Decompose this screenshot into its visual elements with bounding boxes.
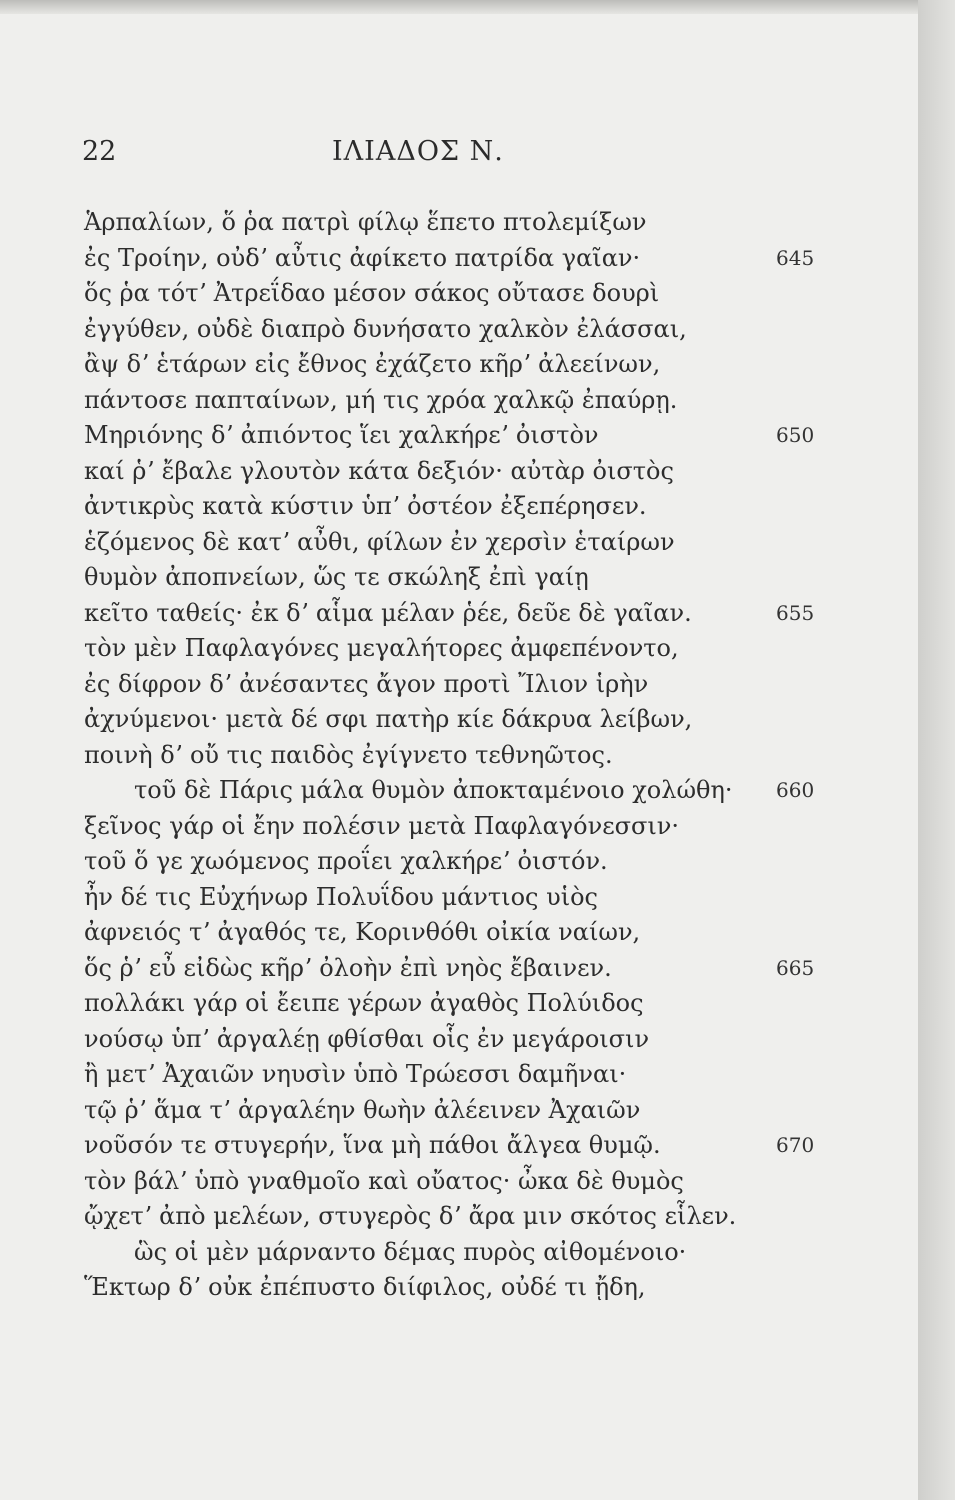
running-title: ΙΛΙΑΔΟΣ Ν. (332, 136, 504, 167)
verse-line (84, 276, 884, 312)
verse-text: νοῦσόν τε στυγερήν, ἵνα μὴ πάθοι ἄλγεα θυμῷ. (84, 1131, 661, 1159)
verse-line (84, 951, 884, 987)
verse-line (84, 880, 884, 916)
book-spine-shadow (918, 0, 955, 1500)
verse-text: ὅς ῥʼ εὖ εἰδὼς κῆρʼ ὀλοὴν ἐπὶ νηὸς ἔβαινεν. (84, 953, 612, 982)
verse-text: ᾤχετʼ ἀπὸ μελέων, στυγερὸς δʼ ἄρα μιν σκότος εἷλεν. (84, 1202, 737, 1230)
verse-line (84, 383, 884, 419)
page-header (82, 136, 552, 176)
verse-text: ἐς Τροίην, οὐδʼ αὖτις ἀφίκετο πατρίδα γαῖαν· (84, 243, 641, 272)
verse-line (84, 347, 884, 383)
verse-line (84, 1022, 884, 1058)
verse-line (84, 205, 884, 241)
verse-line (84, 560, 884, 596)
verse-text: ἐγγύθεν, οὐδὲ διαπρὸ δυνήσατο χαλκὸν ἐλάσσαι, (84, 314, 687, 343)
verse-line (84, 1235, 884, 1271)
verse-number: 650 (776, 423, 815, 447)
verse-text: ἀχνύμενοι· μετὰ δέ σφι πατὴρ κίε δάκρυα λείβων, (84, 705, 693, 733)
verse-number: 665 (776, 955, 815, 980)
verse-text: νούσῳ ὑπʼ ἀργαλέῃ φθίσθαι οἷς ἐν μεγάροισιν (84, 1024, 650, 1053)
verse-text: τῷ ῥʼ ἅμα τʼ ἀργαλέην θωὴν ἀλέεινεν Ἀχαιῶν (84, 1095, 641, 1124)
verse-number: 660 (776, 778, 815, 802)
verse-text: Ἁρπαλίων, ὅ ῥα πατρὶ φίλῳ ἕπετο πτολεμίξων (84, 208, 647, 236)
verse-text: ἢ μετʼ Ἀχαιῶν νηυσὶν ὑπὸ Τρώεσσι δαμῆναι· (84, 1060, 627, 1088)
verse-line (84, 1270, 884, 1306)
verse-line (84, 844, 884, 880)
verse-number: 645 (776, 245, 815, 270)
verse-text: Ἕκτωρ δʼ οὐκ ἐπέπυστο διίφιλος, οὐδέ τι ᾔδη, (84, 1273, 646, 1301)
page-top-edge (0, 0, 918, 14)
verse-line (84, 454, 884, 490)
verse-text: κεῖτο ταθείς· ἐκ δʼ αἷμα μέλαν ῥέε, δεῦε δὲ γαῖαν. (84, 598, 692, 627)
verse-text: ἑζόμενος δὲ κατʼ αὖθι, φίλων ἐν χερσὶν ἑταίρων (84, 527, 675, 556)
verse-text: θυμὸν ἀποπνείων, ὥς τε σκώληξ ἐπὶ γαίῃ (84, 563, 589, 591)
verse-text: ἐς δίφρον δʼ ἀνέσαντες ἄγον προτὶ Ἴλιον ἱρὴν (84, 669, 649, 698)
verse-text: ἀντικρὺς κατὰ κύστιν ὑπʼ ὀστέον ἐξεπέρησεν. (84, 492, 647, 520)
verse-line (84, 1128, 884, 1164)
verse-line (84, 596, 884, 632)
verse-line (84, 312, 884, 348)
verse-text: ὣς οἱ μὲν μάρναντο δέμας πυρὸς αἰθομένοιο· (134, 1237, 687, 1266)
verse-line (84, 525, 884, 561)
verse-line (84, 631, 884, 667)
verse-line (84, 738, 884, 774)
verse-line (84, 1093, 884, 1129)
verse-line (84, 1164, 884, 1200)
verse-line (84, 241, 884, 277)
verse-line (84, 418, 884, 454)
verse-text: τὸν βάλʼ ὑπὸ γναθμοῖο καὶ οὔατος· ὦκα δὲ θυμὸς (84, 1166, 684, 1195)
verse-text: ἀφνειός τʼ ἀγαθός τε, Κορινθόθι οἰκία ναίων, (84, 918, 641, 946)
verse-line (84, 702, 884, 738)
verse-line (84, 1057, 884, 1093)
verse-number: 655 (776, 600, 815, 625)
verse-block (84, 205, 884, 1306)
page-number: 22 (82, 136, 117, 167)
verse-text: ὅς ῥα τότʼ Ἀτρεΐδαο μέσον σάκος οὔτασε δουρὶ (84, 279, 660, 307)
verse-text: ἂψ δʼ ἑτάρων εἰς ἔθνος ἐχάζετο κῆρʼ ἀλεείνων, (84, 350, 661, 378)
verse-line (84, 986, 884, 1022)
verse-line (84, 915, 884, 951)
verse-number: 670 (776, 1133, 815, 1157)
verse-line (84, 1199, 884, 1235)
verse-text: Μηριόνης δʼ ἀπιόντος ἵει χαλκήρεʼ ὀιστὸν (84, 421, 599, 449)
verse-line (84, 489, 884, 525)
verse-line (84, 667, 884, 703)
verse-text: καί ῥʼ ἔβαλε γλουτὸν κάτα δεξιόν· αὐτὰρ ὀιστὸς (84, 456, 674, 485)
verse-text: τοῦ ὅ γε χωόμενος προΐει χαλκήρεʼ ὀιστόν. (84, 847, 608, 875)
verse-line (84, 809, 884, 845)
verse-text: τὸν μὲν Παφλαγόνες μεγαλήτορες ἀμφεπένοντο, (84, 634, 679, 662)
verse-text: πολλάκι γάρ οἱ ἔειπε γέρων ἀγαθὸς Πολύιδος (84, 989, 644, 1017)
verse-text: ἦν δέ τις Εὐχήνωρ Πολυΐδου μάντιος υἱὸς (84, 882, 598, 911)
verse-line (84, 773, 884, 809)
verse-text: ποινὴ δʼ οὔ τις παιδὸς ἐγίγνετο τεθνηῶτος. (84, 740, 613, 769)
verse-text: ξεῖνος γάρ οἱ ἔην πολέσιν μετὰ Παφλαγόνεσσιν· (84, 811, 680, 840)
verse-text: πάντοσε παπταίνων, μή τις χρόα χαλκῷ ἐπαύρῃ. (84, 385, 678, 414)
verse-text: τοῦ δὲ Πάρις μάλα θυμὸν ἀποκταμένοιο χολώθη· (134, 776, 733, 804)
